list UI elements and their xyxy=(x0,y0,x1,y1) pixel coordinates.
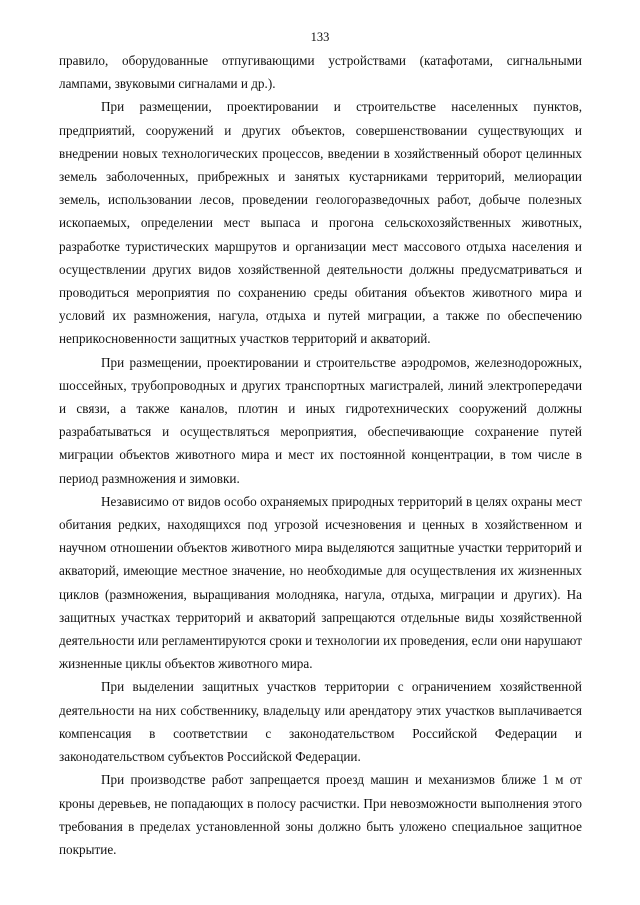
paragraph-transport-infrastructure: При размещении, проектировании и строительстве аэродромов, железнодорожных, шоссейных, трубопроводных и других транспортных магистралей, линий электропередачи и связи, а также каналов, плотин и иных гидротехнических сооружений должны разрабатываться и осуществляться мероприятия, обеспечивающие сохранение путей миграции объектов животного мира и мест их постоянной концентрации, в том числе в период размножения и зимовки. xyxy=(59,354,582,486)
paragraph-machinery-restriction: При производстве работ запрещается проезд машин и механизмов ближе 1 м от кроны деревьев, не попадающих в полосу расчистки. При невозможности выполнения этого требования в пределах установленной зоны должно быть уложено специальное защитное покрытие. xyxy=(59,772,582,857)
paragraph-continuation: правило, оборудованные отпугивающими устройствами (катафотами, сигнальными лампами, звуковыми сигналами и др.). xyxy=(59,53,582,92)
document-body xyxy=(59,49,582,861)
paragraph-protected-areas: Независимо от видов особо охраняемых природных территорий в целях охраны мест обитания редких, находящихся под угрозой исчезновения и ценных в хозяйственном и научном отношении объектов животного мира выделяются защитные участки территорий и акваторий, имеющие местное значение, но необходимые для осуществления их жизненных циклов (размножения, выращивания молодняка, нагула, отдыха, миграции и других). На защитных участках территорий и акваторий запрещаются отдельные виды хозяйственной деятельности или регламентируются сроки и технологии их проведения, если они нарушают жизненные циклы объектов животного мира. xyxy=(59,493,582,672)
page-number: 133 xyxy=(310,30,330,44)
paragraph-settlements-construction: При размещении, проектировании и строительстве населенных пунктов, предприятий, сооружений и других объектов, совершенствовании существующих и внедрении новых технологических процессов, введении в хозяйственный оборот целинных земель заболоченных, прибрежных и занятых кустарниками территорий, мелиорации земель, использовании лесов, проведении геологоразведочных работ, добыче полезных ископаемых, определении мест выпаса и прогона сельскохозяйственных животных, разработке туристических маршрутов и организации мест массового отдыха населения и осуществлении других видов хозяйственной деятельности должны предусматриваться и проводиться мероприятия по сохранению среды обитания объектов животного мира и условий их размножения, нагула, отдыха и путей миграции, а также по обеспечению неприкосновенности защитных участков территорий и акваторий. xyxy=(59,99,582,347)
paragraph-compensation: При выделении защитных участков территории с ограничением хозяйственной деятельности на них собственнику, владельцу или арендатору этих участков выплачивается компенсация в соответствии с законодательством Российской Федерации и законодательством субъектов Российской Федерации. xyxy=(59,679,582,765)
